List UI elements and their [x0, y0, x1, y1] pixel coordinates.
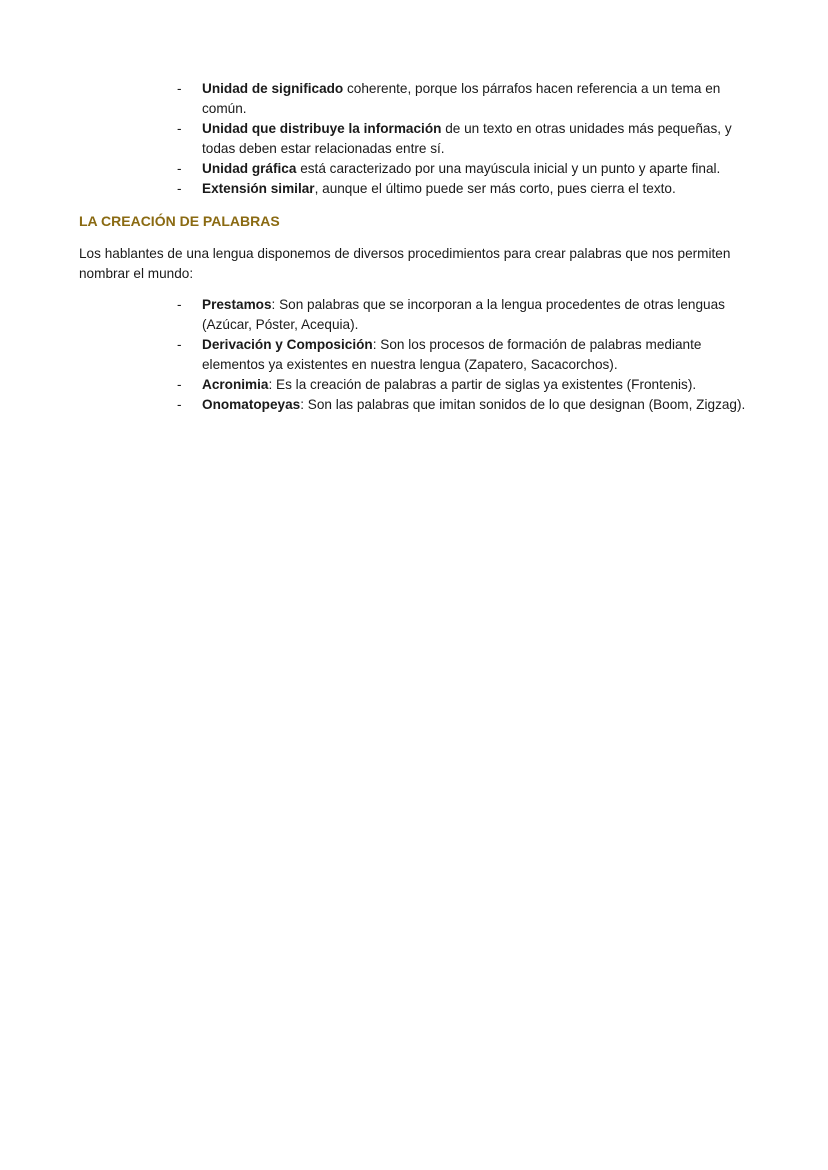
list-item — [177, 79, 747, 119]
list-item-term: Onomatopeyas — [202, 397, 301, 412]
list-item-term: Acronimia — [202, 377, 269, 392]
list-item-term: Extensión similar — [202, 181, 315, 196]
list-item — [177, 395, 747, 415]
list-item-text: : Son las palabras que imitan sonidos de lo que designan (Boom, Zigzag). — [300, 397, 746, 412]
list-item-text: coherente, porque los párrafos hacen referencia a un tema en común. — [202, 81, 721, 116]
list-bullet: - — [177, 377, 182, 392]
list-bullet: - — [177, 81, 182, 96]
list-item-term: Prestamos — [202, 297, 272, 312]
intro-paragraph: Los hablantes de una lengua disponemos de diversos procedimientos para crear palabras que nos permiten nombrar el mundo: — [79, 246, 731, 281]
list-item-text: : Son palabras que se incorporan a la lengua procedentes de otras lenguas (Azúcar, Póster, Acequia). — [202, 297, 725, 332]
list-bullet: - — [177, 397, 182, 412]
list-bullet: - — [177, 297, 182, 312]
list-item — [177, 295, 747, 335]
list-item — [177, 375, 747, 395]
list-bullet: - — [177, 161, 182, 176]
list-item-term: Unidad que distribuye la información — [202, 121, 442, 136]
list-bullet: - — [177, 337, 182, 352]
list-item — [177, 119, 747, 159]
list-item-text: de un texto en otras unidades más pequeñas, y todas deben estar relacionadas entre sí. — [202, 121, 732, 156]
list-item — [177, 335, 747, 375]
list-item-term: Unidad gráfica — [202, 161, 297, 176]
list-item-text: , aunque el último puede ser más corto, pues cierra el texto. — [314, 181, 676, 196]
list-item-text: está caracterizado por una mayúscula inicial y un punto y aparte final. — [296, 161, 721, 176]
list-bullet: - — [177, 181, 182, 196]
word-formation-list — [177, 295, 747, 415]
list-bullet: - — [177, 121, 182, 136]
list-item — [177, 159, 747, 179]
list-item-text: : Es la creación de palabras a partir de siglas ya existentes (Frontenis). — [268, 377, 697, 392]
list-item-text: : Son los procesos de formación de palabras mediante elementos ya existentes en nuestra lengua (Zapatero, Sacacorchos). — [202, 337, 702, 372]
list-item — [177, 179, 747, 199]
text-unit-properties-list — [177, 79, 747, 199]
section-heading: LA CREACIÓN DE PALABRAS — [79, 213, 280, 229]
list-item-term: Derivación y Composición — [202, 337, 373, 352]
list-item-term: Unidad de significado — [202, 81, 344, 96]
